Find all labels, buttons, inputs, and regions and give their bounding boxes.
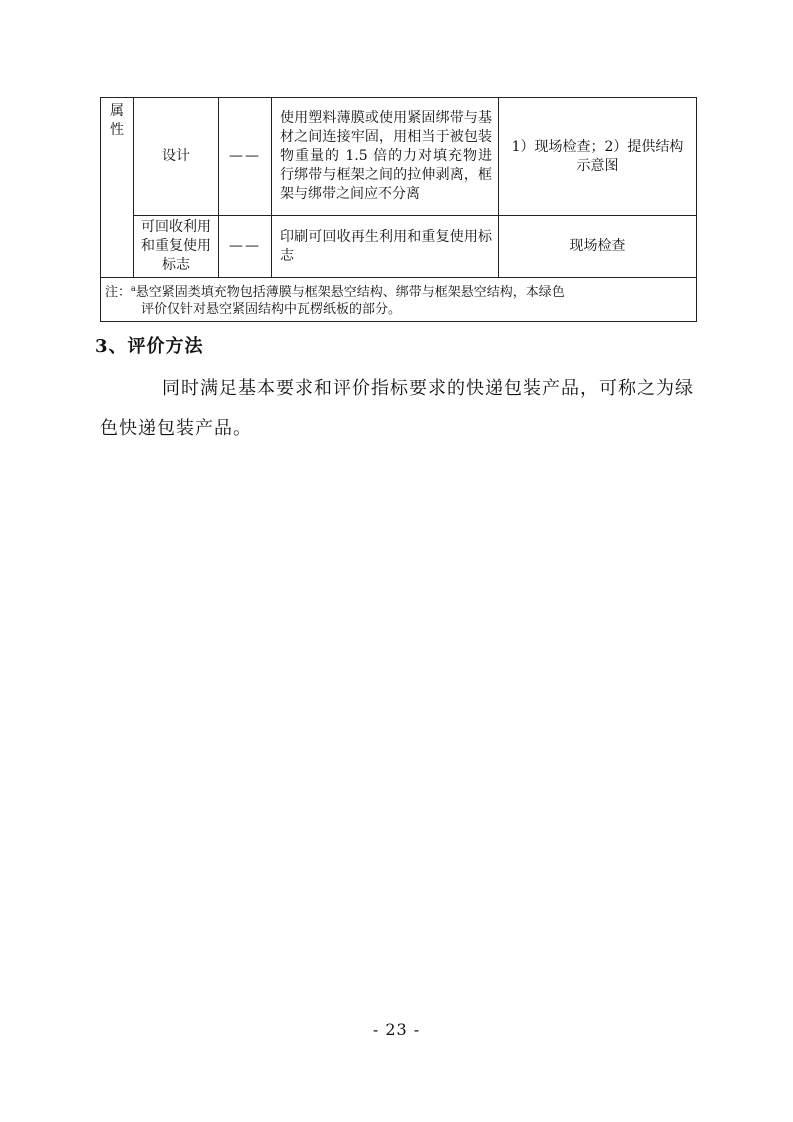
attribute-cell: [101, 98, 134, 278]
attribute-char: 属: [110, 103, 124, 119]
note-marker: a: [131, 284, 136, 293]
table-note: [101, 278, 697, 322]
evaluation-method: 现场检查: [499, 216, 697, 278]
indicator-name: 设计: [134, 98, 219, 216]
note-prefix: 注：: [105, 285, 132, 300]
indicator-requirement: 使用塑料薄膜或使用紧固绑带与基材之间连接牢固，用相当于被包装物重量的 1.5 倍的力对填充物进行绑带与框架之间的拉伸剥离，框架与绑带之间应不分离: [272, 98, 499, 216]
evaluation-method: 1）现场检查；2）提供结构示意图: [499, 98, 697, 216]
attribute-char: 性: [110, 122, 124, 138]
note-row: [101, 278, 697, 322]
body-paragraph: 同时满足基本要求和评价指标要求的快递包装产品，可称之为绿色快递包装产品。: [100, 378, 694, 439]
note-line-1: 悬空紧固类填充物包括薄膜与框架悬空结构、绑带与框架悬空结构，本绿色: [135, 285, 565, 300]
indicator-requirement: 印刷可回收再生利用和重复使用标志: [272, 216, 499, 278]
section-heading: 3、评价方法: [95, 336, 204, 357]
indicator-value: ——: [219, 216, 272, 278]
evaluation-table-wrapper: [100, 97, 696, 322]
evaluation-table: [100, 97, 697, 322]
page-number: - 23 -: [372, 1020, 421, 1039]
indicator-name: 可回收利用和重复使用标志: [134, 216, 219, 278]
note-line-2: 评价仅针对悬空紧固结构中瓦楞纸板的部分。: [141, 302, 402, 317]
table-row: [101, 216, 697, 278]
table-row: [101, 98, 697, 216]
indicator-value: ——: [219, 98, 272, 216]
